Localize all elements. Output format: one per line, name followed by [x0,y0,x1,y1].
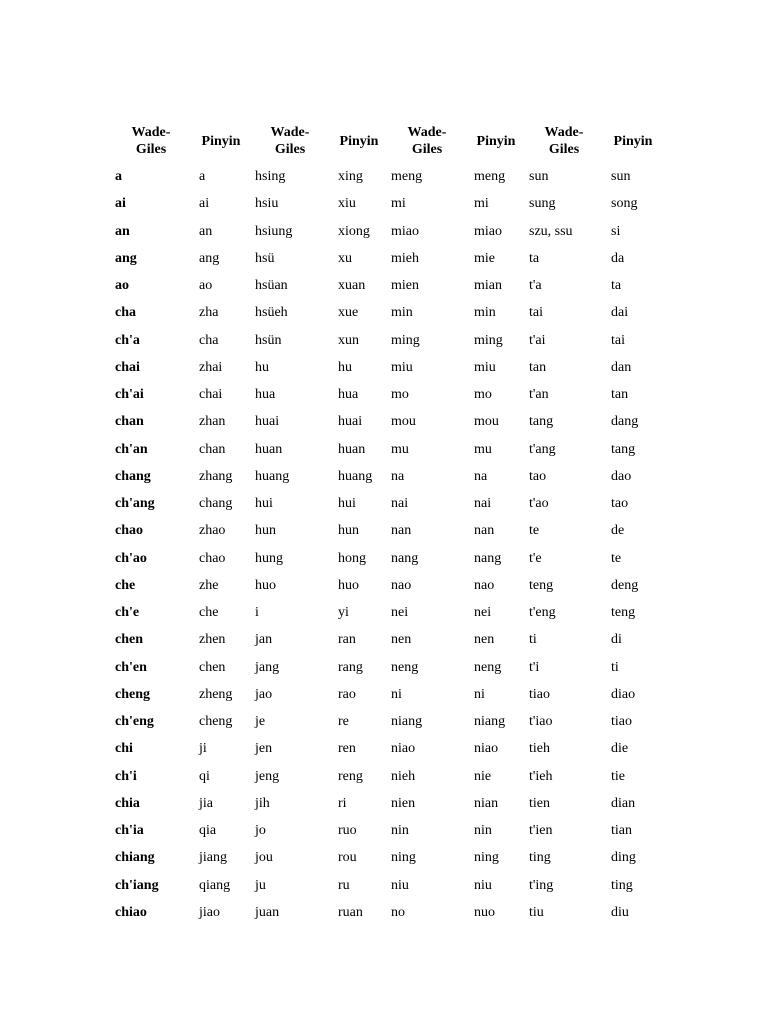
wade-giles-cell: jang [255,659,280,675]
pinyin-cell: die [611,741,629,757]
column-header [524,124,604,158]
wade-giles-cell: ta [529,250,540,266]
pinyin-cell: jiang [199,850,227,866]
pinyin-cell: huai [338,414,363,430]
wade-giles-cell: sun [529,169,549,184]
wade-giles-cell: jeng [255,768,280,784]
pinyin-cell: qia [199,823,217,838]
pinyin-cell: xuan [338,278,366,293]
pinyin-cell: ao [199,278,213,293]
wade-giles-cell: huo [255,577,276,593]
pinyin-cell: miu [474,359,496,375]
pinyin-cell: ai [199,196,210,212]
wade-giles-cell: no [391,904,405,920]
column-header-line: Pinyin [613,134,653,149]
wade-giles-cell: ang [115,250,137,266]
pinyin-cell: zhen [199,632,226,648]
wade-giles-cell: jao [255,686,273,702]
wade-giles-cell: teng [529,577,554,593]
pinyin-cell: ji [199,741,207,757]
pinyin-cell: hui [338,496,356,511]
wade-giles-cell: ch'en [115,659,147,675]
column-header-line: Pinyin [339,134,379,149]
wade-giles-cell: hui [255,496,273,511]
wade-giles-cell: hsiu [255,196,279,212]
wade-giles-cell: jo [255,823,266,838]
wade-giles-cell: t'i [529,659,540,675]
pinyin-cell: nai [474,496,492,511]
pinyin-cell: rang [338,659,363,675]
wade-giles-cell: t'ing [529,877,554,893]
wade-giles-cell: mieh [391,250,419,266]
wade-giles-cell: t'ien [529,823,553,838]
pinyin-cell: dan [611,359,632,375]
column-header-line: Wade- [407,125,447,140]
pinyin-cell: da [611,250,625,266]
wade-giles-cell: ning [391,850,416,866]
wade-giles-cell: ju [255,877,266,893]
wade-giles-cell: hung [255,550,283,566]
column-header [387,124,467,158]
wade-giles-cell: ch'a [115,332,140,348]
wade-giles-cell: t'a [529,278,542,293]
wade-giles-cell: nien [391,795,416,811]
pinyin-cell: ru [338,877,350,893]
pinyin-cell: xun [338,332,359,348]
wade-giles-cell: cheng [115,686,150,702]
wade-giles-cell: niu [391,877,409,893]
wade-giles-cell: hsiung [255,223,293,239]
wade-giles-cell: tai [529,305,543,321]
column-header [111,124,191,158]
pinyin-cell: zhang [199,468,233,484]
column-header-line: Pinyin [201,134,241,149]
wade-giles-cell: nang [391,550,419,566]
wade-giles-cell: ch'iang [115,877,159,893]
pinyin-cell: mu [474,441,492,457]
pinyin-cell: di [611,632,622,648]
wade-giles-cell: hsing [255,169,286,184]
wade-giles-cell: t'ao [529,496,549,511]
pinyin-cell: xu [338,250,352,266]
column-header-line: Giles [274,142,306,157]
column-header-line: Pinyin [476,134,516,149]
wade-giles-cell: cha [115,305,136,321]
wade-giles-cell: chan [115,414,144,430]
wade-giles-cell: szu, ssu [529,223,573,239]
pinyin-cell: mie [474,250,495,266]
pinyin-cell: tie [611,768,625,784]
wade-giles-cell: tao [529,468,547,484]
pinyin-cell: te [611,550,622,566]
wade-giles-cell: ch'an [115,441,148,457]
pinyin-cell: hu [338,359,352,375]
wade-giles-cell: ti [529,632,537,648]
pinyin-cell: nei [474,605,492,620]
pinyin-cell: diao [611,686,636,702]
wade-giles-cell: min [391,305,413,321]
pinyin-cell: a [199,169,206,184]
wade-giles-cell: jih [255,795,270,811]
wade-giles-cell: ch'ao [115,550,147,566]
wade-giles-cell: ai [115,196,126,212]
pinyin-cell: tai [611,332,625,348]
wade-giles-cell: nin [391,823,409,838]
pinyin-cell: an [199,223,213,239]
wade-giles-cell: mi [391,196,406,212]
column-header-line: Wade- [544,125,584,140]
column-header-line: Wade- [131,125,171,140]
wade-giles-cell: chiang [115,850,155,866]
wade-giles-cell: miao [391,223,419,239]
pinyin-cell: tao [611,496,629,511]
pinyin-cell: che [199,605,219,620]
pinyin-cell: huo [338,577,359,593]
pinyin-cell: meng [474,169,506,184]
wade-giles-cell: nai [391,496,409,511]
wade-giles-cell: huang [255,468,290,484]
wade-giles-cell: nen [391,632,412,648]
pinyin-cell: xing [338,169,363,184]
wade-giles-cell: jan [255,632,273,648]
wade-giles-cell: mou [391,414,416,430]
wade-giles-cell: hsün [255,332,282,348]
wade-giles-cell: t'iao [529,714,553,729]
wade-giles-cell: chen [115,632,143,648]
pinyin-cell: ding [611,850,636,866]
wade-giles-cell: niang [391,714,423,729]
pinyin-cell: song [611,196,638,212]
pinyin-cell: zhe [199,577,219,593]
pinyin-cell: xiu [338,196,356,212]
wade-giles-cell: niao [391,741,416,757]
wade-giles-cell: tieh [529,741,550,757]
wade-giles-cell: chao [115,523,143,539]
wade-giles-cell: nan [391,523,412,539]
wade-giles-cell: ch'eng [115,714,154,729]
wade-giles-cell: ming [391,332,420,348]
wade-giles-cell: je [255,714,266,729]
column-header-line: Giles [411,142,443,157]
pinyin-cell: zhai [199,359,223,375]
pinyin-cell: mian [474,278,502,293]
pinyin-cell: ri [338,795,347,811]
pinyin-cell: jiao [199,904,220,920]
pinyin-cell: niao [474,741,499,757]
pinyin-cell: chao [199,550,226,566]
pinyin-cell: xiong [338,223,370,239]
wade-giles-cell: mo [391,387,409,402]
pinyin-cell: hong [338,550,366,566]
wade-giles-cell: meng [391,169,423,184]
pinyin-cell: ti [611,659,619,675]
pinyin-cell: zha [199,305,219,321]
pinyin-cell: nin [474,823,492,838]
pinyin-cell: chai [199,387,223,402]
pinyin-cell: chang [199,496,233,511]
wade-giles-cell: ao [115,278,129,293]
wade-giles-cell: che [115,577,136,593]
wade-giles-cell: hua [255,387,276,402]
wade-giles-cell: ch'e [115,605,140,620]
pinyin-cell: zheng [199,686,233,702]
wade-giles-cell: chai [115,359,140,375]
wade-giles-cell: ch'ia [115,823,144,838]
pinyin-cell: re [338,714,349,729]
column-header [593,133,673,150]
pinyin-cell: niu [474,877,492,893]
pinyin-cell: dian [611,795,636,811]
wade-giles-cell: hsüan [255,278,288,293]
column-header [181,133,261,150]
pinyin-cell: qiang [199,877,231,893]
pinyin-cell: ruo [338,823,357,838]
wade-giles-cell: tan [529,359,547,375]
pinyin-cell: dang [611,414,639,430]
pinyin-cell: chan [199,441,226,457]
wade-giles-cell: t'ieh [529,768,553,784]
wade-giles-cell: ni [391,686,402,702]
pinyin-cell: ming [474,332,503,348]
wade-giles-cell: tiao [529,686,550,702]
pinyin-cell: ran [338,632,356,648]
pinyin-cell: tang [611,441,636,457]
pinyin-cell: rou [338,850,357,866]
pinyin-cell: chen [199,659,226,675]
wade-giles-cell: huai [255,414,280,430]
pinyin-cell: de [611,523,625,539]
wade-giles-cell: sung [529,196,556,212]
pinyin-cell: nan [474,523,495,539]
wade-giles-cell: ch'i [115,768,137,784]
pinyin-cell: nian [474,795,499,811]
pinyin-cell: nen [474,632,495,648]
wade-giles-cell: neng [391,659,419,675]
pinyin-cell: deng [611,577,639,593]
pinyin-cell: ang [199,250,220,266]
wade-giles-cell: chi [115,741,133,757]
wade-giles-cell: a [115,169,122,184]
wade-giles-cell: t'an [529,387,549,402]
pinyin-cell: niang [474,714,506,729]
pinyin-cell: ren [338,741,356,757]
wade-giles-cell: t'eng [529,605,556,620]
wade-giles-cell: huan [255,441,283,457]
pinyin-cell: mo [474,387,492,402]
pinyin-cell: qi [199,768,210,784]
wade-giles-cell: chiao [115,904,147,920]
wade-giles-cell: t'ang [529,441,556,457]
pinyin-cell: na [474,468,488,484]
wade-giles-cell: jen [255,741,273,757]
wade-giles-cell: t'ai [529,332,546,348]
pinyin-cell: ning [474,850,499,866]
pinyin-cell: min [474,305,496,321]
wade-giles-cell: hsü [255,250,275,266]
wade-giles-cell: jou [255,850,273,866]
pinyin-cell: tan [611,387,629,402]
wade-giles-cell: ch'ai [115,387,144,402]
wade-giles-cell: chia [115,795,140,811]
wade-giles-cell: tiu [529,904,544,920]
pinyin-cell: miao [474,223,502,239]
wade-giles-cell: na [391,468,405,484]
pinyin-cell: teng [611,605,636,620]
pinyin-cell: rao [338,686,356,702]
wade-giles-cell: chang [115,468,151,484]
pinyin-cell: nuo [474,904,495,920]
pinyin-cell: ruan [338,904,363,920]
pinyin-cell: cheng [199,714,233,729]
column-header-line: Wade- [270,125,310,140]
pinyin-cell: nang [474,550,502,566]
wade-giles-cell: juan [255,904,280,920]
pinyin-cell: yi [338,605,349,620]
wade-giles-cell: t'e [529,550,542,566]
wade-giles-cell: i [255,605,259,620]
wade-giles-cell: ch'ang [115,496,155,511]
pinyin-cell: mi [474,196,489,212]
wade-giles-cell: hsüeh [255,305,288,321]
pinyin-cell: tian [611,823,632,838]
pinyin-cell: dai [611,305,629,321]
wade-giles-cell: miu [391,359,413,375]
pinyin-cell: tiao [611,714,632,729]
pinyin-cell: mou [474,414,499,430]
pinyin-cell: reng [338,768,363,784]
wade-giles-cell: hu [255,359,269,375]
wade-giles-cell: mu [391,441,409,457]
pinyin-cell: jia [199,795,213,811]
pinyin-cell: dao [611,468,632,484]
pinyin-cell: ni [474,686,485,702]
wade-giles-cell: tien [529,795,550,811]
pinyin-cell: nie [474,768,492,784]
pinyin-cell: xue [338,305,359,321]
pinyin-cell: diu [611,904,629,920]
pinyin-cell: nao [474,577,495,593]
pinyin-cell: hua [338,387,359,402]
pinyin-cell: zhao [199,523,226,539]
pinyin-cell: si [611,223,621,239]
pinyin-cell: huang [338,468,373,484]
wade-giles-cell: nieh [391,768,416,784]
pinyin-cell: ta [611,278,622,293]
wade-giles-cell: nei [391,605,409,620]
wade-giles-cell: an [115,223,130,239]
pinyin-cell: huan [338,441,366,457]
pinyin-cell: sun [611,169,631,184]
wade-giles-cell: hun [255,523,276,539]
column-header-line: Giles [135,142,167,157]
wade-giles-cell: te [529,523,540,539]
pinyin-cell: zhan [199,414,226,430]
wade-giles-cell: nao [391,577,412,593]
wade-giles-cell: mien [391,278,419,293]
wade-giles-cell: ting [529,850,551,866]
column-header-line: Giles [548,142,580,157]
pinyin-cell: ting [611,877,633,893]
pinyin-cell: neng [474,659,502,675]
column-header [250,124,330,158]
pinyin-cell: cha [199,332,219,348]
pinyin-cell: hun [338,523,359,539]
wade-giles-cell: tang [529,414,554,430]
